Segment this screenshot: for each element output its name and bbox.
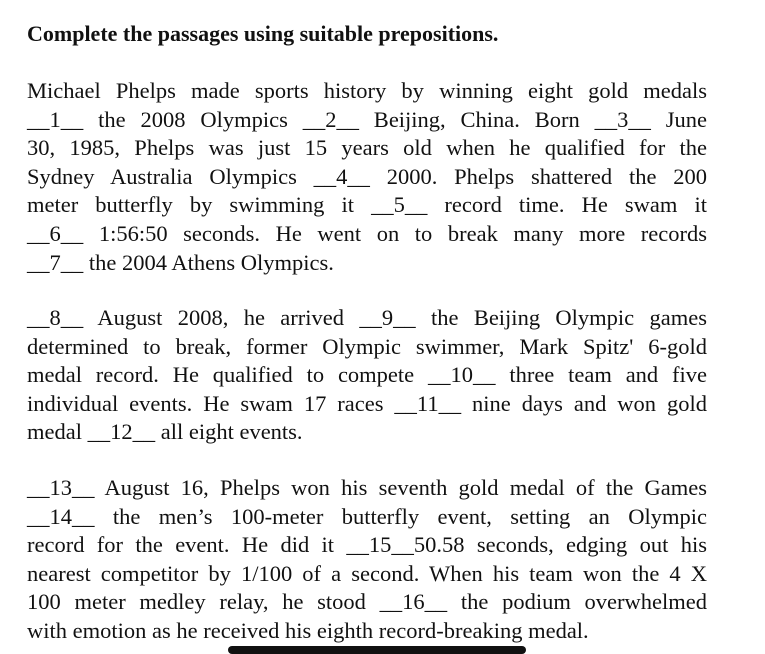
- passage-3: [27, 474, 707, 646]
- passage-line: with emotion as he received his eighth record-breaking medal.: [27, 617, 589, 643]
- passage-line: __13__ August 16, Phelps won his seventh gold medal of the Games: [27, 475, 707, 500]
- instructions-heading: Complete the passages using suitable prepositions.: [27, 21, 499, 46]
- passage-line: __8__ August 2008, he arrived __9__ the Beijing Olympic games: [27, 305, 707, 330]
- passage-line: __1__ the 2008 Olympics __2__ Beijing, China. Born __3__ June: [27, 106, 707, 132]
- passage-line: determined to break, former Olympic swimmer, Mark Spitz' 6-gold: [27, 333, 707, 359]
- passage-1: [27, 77, 707, 277]
- passage-line: individual events. He swam 17 races __11__ nine days and won gold: [27, 390, 707, 416]
- passage-line: Sydney Australia Olympics __4__ 2000. Phelps shattered the 200: [27, 163, 707, 189]
- passage-line: medal __12__ all eight events.: [27, 419, 303, 445]
- passage-2: [27, 304, 707, 447]
- passage-line: nearest competitor by 1/100 of a second. When his team won the 4 X: [27, 560, 707, 586]
- passage-line: 100 meter medley relay, he stood __16__ the podium overwhelmed: [27, 589, 707, 615]
- passage-line: __14__ the men’s 100-meter butterfly event, setting an Olympic: [27, 503, 707, 529]
- passage-line: meter butterfly by swimming it __5__ record time. He swam it: [27, 192, 707, 218]
- passage-line: 30, 1985, Phelps was just 15 years old when he qualified for the: [27, 135, 707, 161]
- passage-line: __7__ the 2004 Athens Olympics.: [27, 249, 334, 275]
- passage-line: __6__ 1:56:50 seconds. He went on to break many more records: [27, 220, 707, 246]
- passage-line: medal record. He qualified to compete __10__ three team and five: [27, 362, 707, 388]
- passage-line: record for the event. He did it __15__50.58 seconds, edging out his: [27, 532, 707, 558]
- home-indicator-bar[interactable]: [228, 646, 526, 654]
- passage-line: Michael Phelps made sports history by winning eight gold medals: [27, 78, 707, 103]
